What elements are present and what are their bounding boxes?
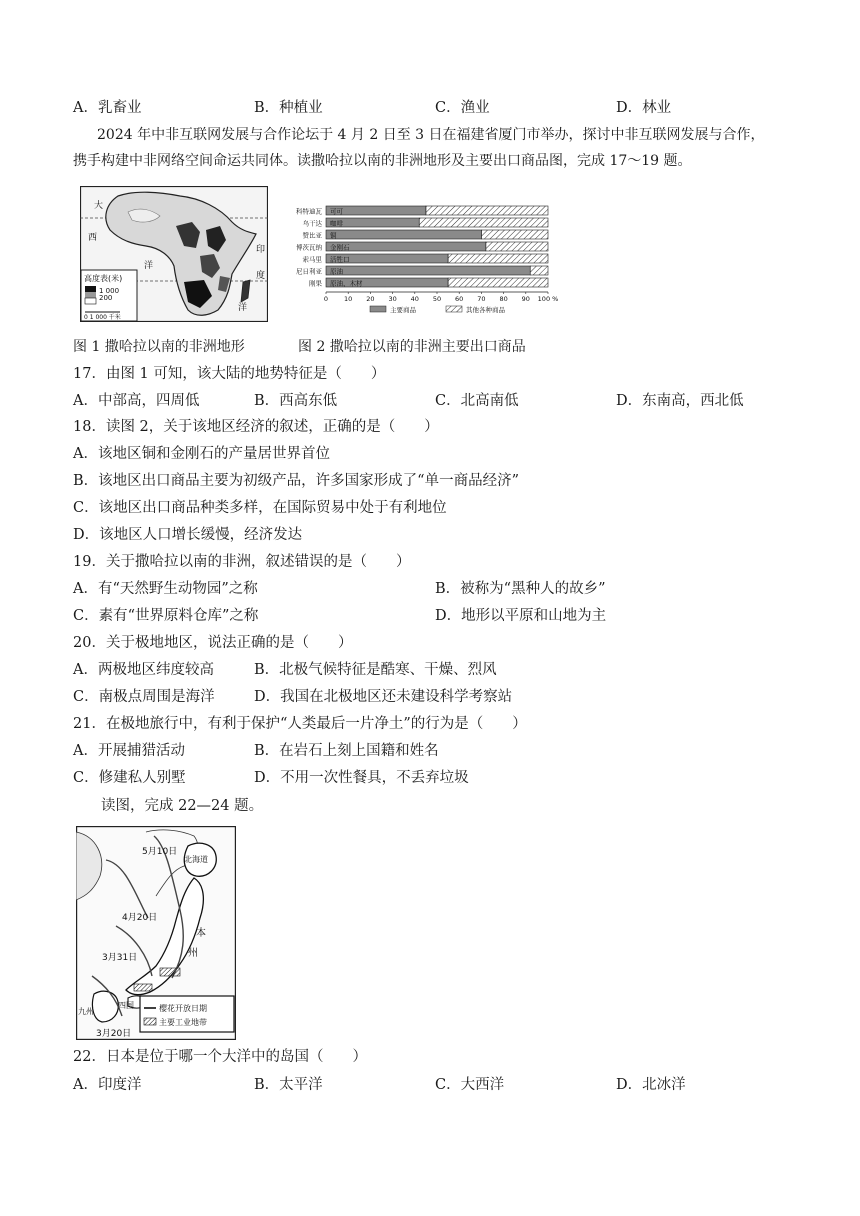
q21-option-a: A．开展捕猎活动 (73, 743, 185, 759)
label-honshu-1: 本 (196, 928, 206, 939)
map-scale-label: 0 1 000 千米 (84, 314, 121, 321)
q19-option-d: D．地形以平原和山地为主 (435, 608, 607, 624)
q21-option-c: C．修建私人别墅 (73, 770, 186, 786)
q21-option-b: B．在岩石上刻上国籍和姓名 (254, 743, 439, 759)
bar-category-label: 博茨瓦纳 (296, 243, 322, 252)
export-goods-chart (278, 196, 590, 322)
legend-blossom-date: 樱花开放日期 (159, 1004, 207, 1013)
q19-option-c: C．素有“世界原料仓库”之称 (73, 608, 259, 624)
bar-other-goods (448, 278, 548, 287)
q16-option-c: C．渔业 (435, 100, 490, 116)
x-tick-label: 20 (366, 295, 375, 303)
q19-option-b: B．被称为“黑种人的故乡” (435, 581, 606, 597)
bar-commodity-label: 铜 (330, 231, 337, 240)
q18-option-d: D．该地区人口增长缓慢，经济发达 (73, 527, 303, 543)
intro-paragraph-line-1: 2024 年中非互联网发展与合作论坛于 4 月 2 日至 3 日在福建省厦门市举办，探讨中非互联网发展与合作， (97, 127, 765, 143)
q18-option-a: A．该地区铜和金刚石的产量居世界首位 (73, 446, 330, 462)
label-honshu-2: 州 (188, 948, 198, 959)
q22-stem: 22．日本是位于哪一个大洋中的岛国（ ） (73, 1049, 367, 1065)
ocean-label-yang-east: 洋 (238, 303, 248, 313)
bar-other-goods (419, 218, 548, 227)
intro-paragraph-line-2: 携手构建中非网络空间命运共同体。读撒哈拉以南的非洲地形及主要出口商品图，完成 17～19 题。 (73, 153, 692, 169)
date-label-mar-20: 3月20日 (96, 1029, 132, 1039)
africa-terrain-map (80, 186, 268, 322)
ocean-label-yang-west: 洋 (144, 261, 154, 271)
x-tick-label: 100 % (537, 295, 559, 303)
bar-other-goods (530, 266, 548, 275)
bar-other-goods (426, 206, 548, 215)
bar-commodity-label: 原油、木材 (330, 279, 363, 288)
intro-22-24: 读图，完成 22—24 题。 (101, 798, 264, 814)
japan-cherry-blossom-map (76, 826, 236, 1040)
bar-main-goods (326, 242, 486, 251)
date-label-mar-31: 3月31日 (102, 953, 138, 963)
bar-category-label: 乌干达 (302, 219, 322, 228)
q22-option-b: B．太平洋 (254, 1077, 323, 1093)
legend-swatch-other (446, 306, 462, 312)
q18-option-b: B．该地区出口商品主要为初级产品，许多国家形成了“单一商品经济” (73, 473, 519, 489)
x-tick-label: 30 (388, 295, 397, 303)
legend-industrial-zone: 主要工业地带 (159, 1018, 207, 1027)
label-shikoku: 四国 (118, 1001, 134, 1010)
bar-main-goods (326, 230, 481, 239)
q20-option-a: A．两极地区纬度较高 (73, 662, 214, 678)
bar-category-label: 尼日利亚 (296, 267, 322, 276)
legend-label-other: 其他各种商品 (466, 306, 505, 314)
q17-option-d: D．东南高，西北低 (616, 393, 744, 409)
label-kyushu: 九州 (78, 1007, 94, 1016)
bar-commodity-label: 原油 (330, 267, 343, 276)
q22-option-d: D．北冰洋 (616, 1077, 686, 1093)
x-tick-label: 70 (477, 295, 486, 303)
date-label-may-10: 5月10日 (142, 847, 178, 857)
x-tick-label: 90 (521, 295, 530, 303)
q17-option-c: C．北高南低 (435, 393, 519, 409)
bar-other-goods (486, 242, 548, 251)
q22-option-a: A．印度洋 (73, 1077, 142, 1093)
q17-option-b: B．西高东低 (254, 393, 338, 409)
legend-label-main: 主要商品 (390, 306, 416, 314)
ocean-label-du: 度 (256, 271, 266, 281)
x-tick-label: 60 (455, 295, 464, 303)
q21-option-d: D．不用一次性餐具，不丢弃垃圾 (254, 770, 469, 786)
q18-stem: 18．读图 2，关于该地区经济的叙述，正确的是（ ） (73, 419, 439, 435)
x-tick-label: 40 (410, 295, 419, 303)
q20-option-b: B．北极气候特征是酷寒、干燥、烈风 (254, 662, 497, 678)
date-label-apr-20: 4月20日 (122, 913, 158, 923)
bar-category-label: 科特迪瓦 (296, 207, 322, 216)
ocean-label-yin: 印 (256, 245, 266, 255)
elevation-legend-1000: 1 000 (99, 287, 120, 295)
legend-swatch-main (370, 306, 386, 312)
label-hokkaido: 北海道 (184, 855, 208, 864)
elevation-legend-title: 高度表(米) (84, 274, 123, 283)
x-tick-label: 10 (344, 295, 353, 303)
bar-other-goods (481, 230, 548, 239)
export-goods-chart-svg (278, 196, 590, 322)
bar-main-goods (326, 266, 530, 275)
bar-commodity-label: 可可 (330, 207, 343, 216)
bar-category-label: 刚果 (309, 279, 322, 288)
q18-option-c: C．该地区出口商品种类多样，在国际贸易中处于有利地位 (73, 500, 447, 516)
bar-category-label: 赞比亚 (302, 231, 322, 240)
bar-commodity-label: 活牲口 (330, 255, 350, 264)
q20-stem: 20．关于极地地区，说法正确的是（ ） (73, 635, 353, 651)
figure-2-caption: 图 2 撒哈拉以南的非洲主要出口商品 (298, 339, 526, 355)
figure-1-caption: 图 1 撒哈拉以南的非洲地形 (73, 339, 245, 355)
q17-stem: 17．由图 1 可知，该大陆的地势特征是（ ） (73, 366, 386, 382)
q16-option-d: D．林业 (616, 100, 672, 116)
x-tick-label: 80 (499, 295, 508, 303)
japan-map-graphic (76, 826, 236, 1040)
q21-stem: 21．在极地旅行中，有利于保护“人类最后一片净土”的行为是（ ） (73, 716, 527, 732)
ocean-label-da: 大 (94, 201, 104, 211)
q19-option-a: A．有“天然野生动物园”之称 (73, 581, 258, 597)
q19-stem: 19．关于撒哈拉以南的非洲，叙述错误的是（ ） (73, 554, 411, 570)
bar-commodity-label: 金刚石 (330, 243, 350, 252)
bar-other-goods (448, 254, 548, 263)
x-tick-label: 0 (323, 295, 329, 303)
bar-category-label: 索马里 (302, 255, 322, 264)
q16-option-b: B．种植业 (254, 100, 323, 116)
q22-option-c: C．大西洋 (435, 1077, 505, 1093)
q20-option-d: D．我国在北极地区还未建设科学考察站 (254, 689, 513, 705)
ocean-label-xi: 西 (88, 233, 98, 243)
x-tick-label: 50 (432, 295, 442, 303)
elevation-legend-200: 200 (99, 294, 113, 302)
bar-commodity-label: 咖啡 (330, 219, 343, 228)
africa-map-graphic (80, 186, 268, 322)
q16-option-a: A．乳畜业 (73, 100, 142, 116)
q20-option-c: C．南极点周围是海洋 (73, 689, 215, 705)
q17-option-a: A．中部高，四周低 (73, 393, 200, 409)
